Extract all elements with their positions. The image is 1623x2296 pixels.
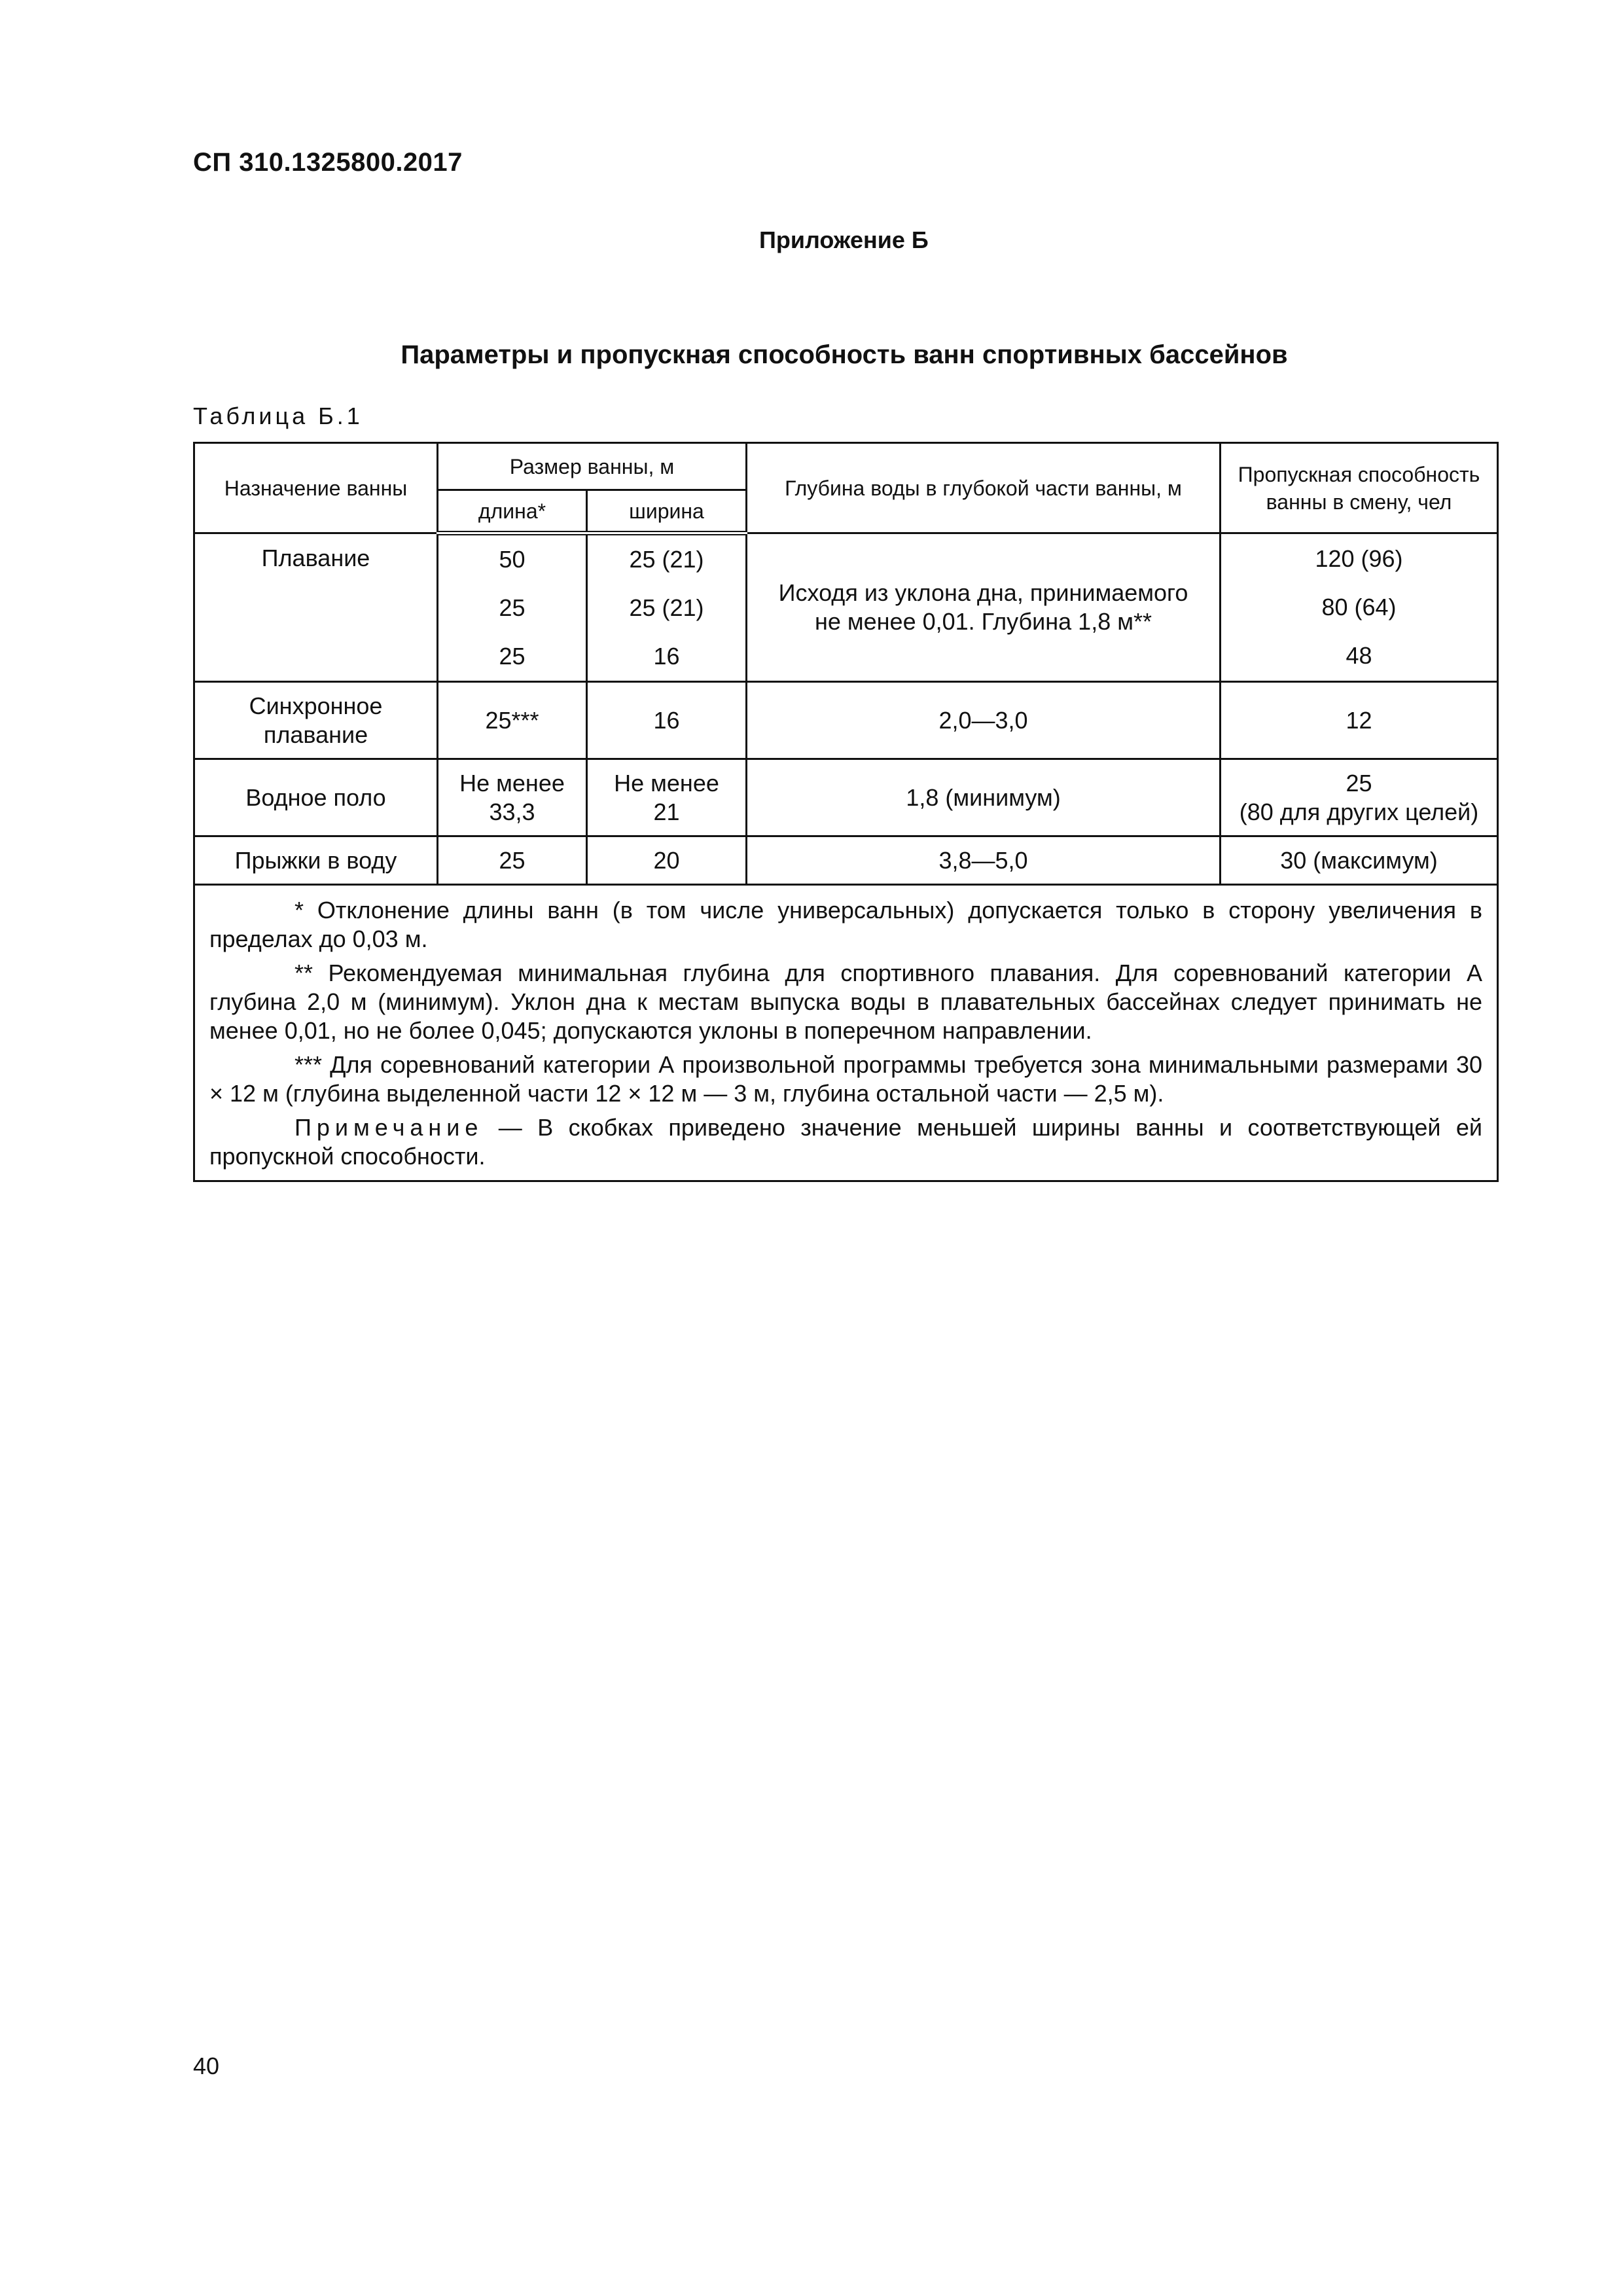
note-2: ** Рекомендуемая минимальная глубина для спортивного плавания. Для соревнований категории А глубина 2,0 м (минимум). Уклон дна к местам выпуска воды в плавательных бассейнах следует принимать не менее 0,01, но не более 0,045; допускаются уклоны в поперечном направлении. (209, 960, 1482, 1044)
header-size: Размер ванны, м (438, 443, 747, 490)
cell-diving-capacity: 30 (максимум) (1221, 836, 1498, 885)
cell-swimming-purpose: Плавание (194, 533, 438, 682)
cell-swimming-widths (587, 533, 747, 682)
appendix-heading: Приложение Б (759, 226, 929, 253)
cell-polo-width (587, 759, 747, 836)
header-width: ширина (587, 490, 747, 533)
cell-synchro-purpose (194, 682, 438, 759)
cell-polo-purpose: Водное поло (194, 759, 438, 836)
swimming-capacity-1: 120 (96) (1315, 545, 1403, 572)
document-code: СП 310.1325800.2017 (193, 148, 463, 177)
pool-parameters-table (193, 442, 1499, 1182)
table-notes-row (194, 885, 1498, 1181)
document-title: Параметры и пропускная способность ванн спортивных бассейнов (401, 340, 1288, 369)
cell-diving-width: 20 (587, 836, 747, 885)
cell-polo-depth: 1,8 (минимум) (747, 759, 1221, 836)
swimming-width-1: 25 (21) (629, 546, 704, 573)
remark-heading: Примечание (294, 1114, 484, 1141)
table-row-synchro (194, 682, 1498, 759)
cell-swimming-capacities (1221, 533, 1498, 682)
table-row-polo (194, 759, 1498, 836)
cell-synchro-depth: 2,0—3,0 (747, 682, 1221, 759)
swimming-length-1: 50 (499, 546, 526, 573)
table-label: Таблица Б.1 (193, 403, 363, 429)
note-3: *** Для соревнований категории А произвольной программы требуется зона минимальными размерами 30 × 12 м (глубина выделенной части 12 × 12 м — 3 м, глубина остальной части — 2,5 м). (209, 1051, 1482, 1107)
table-row-swimming (194, 533, 1498, 682)
cell-synchro-width: 16 (587, 682, 747, 759)
swimming-width-2: 25 (21) (629, 594, 704, 621)
swimming-depth-line2: не менее 0,01. Глубина 1,8 м** (814, 608, 1152, 635)
swimming-depth-line1: Исходя из уклона дна, принимаемого (778, 579, 1188, 606)
synchro-purpose-line1: Синхронное (249, 692, 383, 719)
polo-length-line2: 33,3 (489, 798, 535, 825)
cell-swimming-depth (747, 533, 1221, 682)
table-row-diving (194, 836, 1498, 885)
header-capacity-line1: Пропускная способность (1238, 462, 1480, 486)
polo-width-line1: Не менее (614, 769, 719, 797)
swimming-capacity-2: 80 (64) (1321, 594, 1397, 620)
cell-synchro-length: 25*** (438, 682, 587, 759)
header-capacity-line2: ванны в смену, чел (1266, 490, 1452, 514)
page-number: 40 (193, 2053, 220, 2079)
cell-polo-length (438, 759, 587, 836)
polo-length-line1: Не менее (459, 769, 565, 797)
header-purpose: Назначение ванны (194, 443, 438, 533)
header-capacity (1221, 443, 1498, 533)
remark (209, 1113, 1482, 1171)
cell-polo-capacity (1221, 759, 1498, 836)
polo-width-line2: 21 (653, 798, 680, 825)
swimming-length-3: 25 (499, 643, 526, 670)
note-1: * Отклонение длины ванн (в том числе универсальных) допускается только в сторону увеличения в пределах до 0,03 м. (209, 897, 1482, 952)
header-depth: Глубина воды в глубокой части ванны, м (747, 443, 1221, 533)
polo-capacity-line1: 25 (1346, 769, 1372, 797)
cell-diving-purpose: Прыжки в воду (194, 836, 438, 885)
cell-diving-length: 25 (438, 836, 587, 885)
polo-capacity-line2: (80 для других целей) (1239, 798, 1479, 825)
table-notes (194, 885, 1498, 1181)
swimming-length-2: 25 (499, 594, 526, 621)
swimming-capacity-3: 48 (1346, 642, 1372, 669)
cell-synchro-capacity: 12 (1221, 682, 1498, 759)
cell-swimming-lengths (438, 533, 587, 682)
cell-diving-depth: 3,8—5,0 (747, 836, 1221, 885)
header-length: длина* (438, 490, 587, 533)
synchro-purpose-line2: плавание (263, 721, 368, 748)
swimming-width-3: 16 (653, 643, 680, 670)
remark-text: — В скобках приведено значение меньшей ширины ванны и соответствующей ей пропускной способности. (209, 1114, 1482, 1170)
table-header-row (194, 443, 1498, 490)
